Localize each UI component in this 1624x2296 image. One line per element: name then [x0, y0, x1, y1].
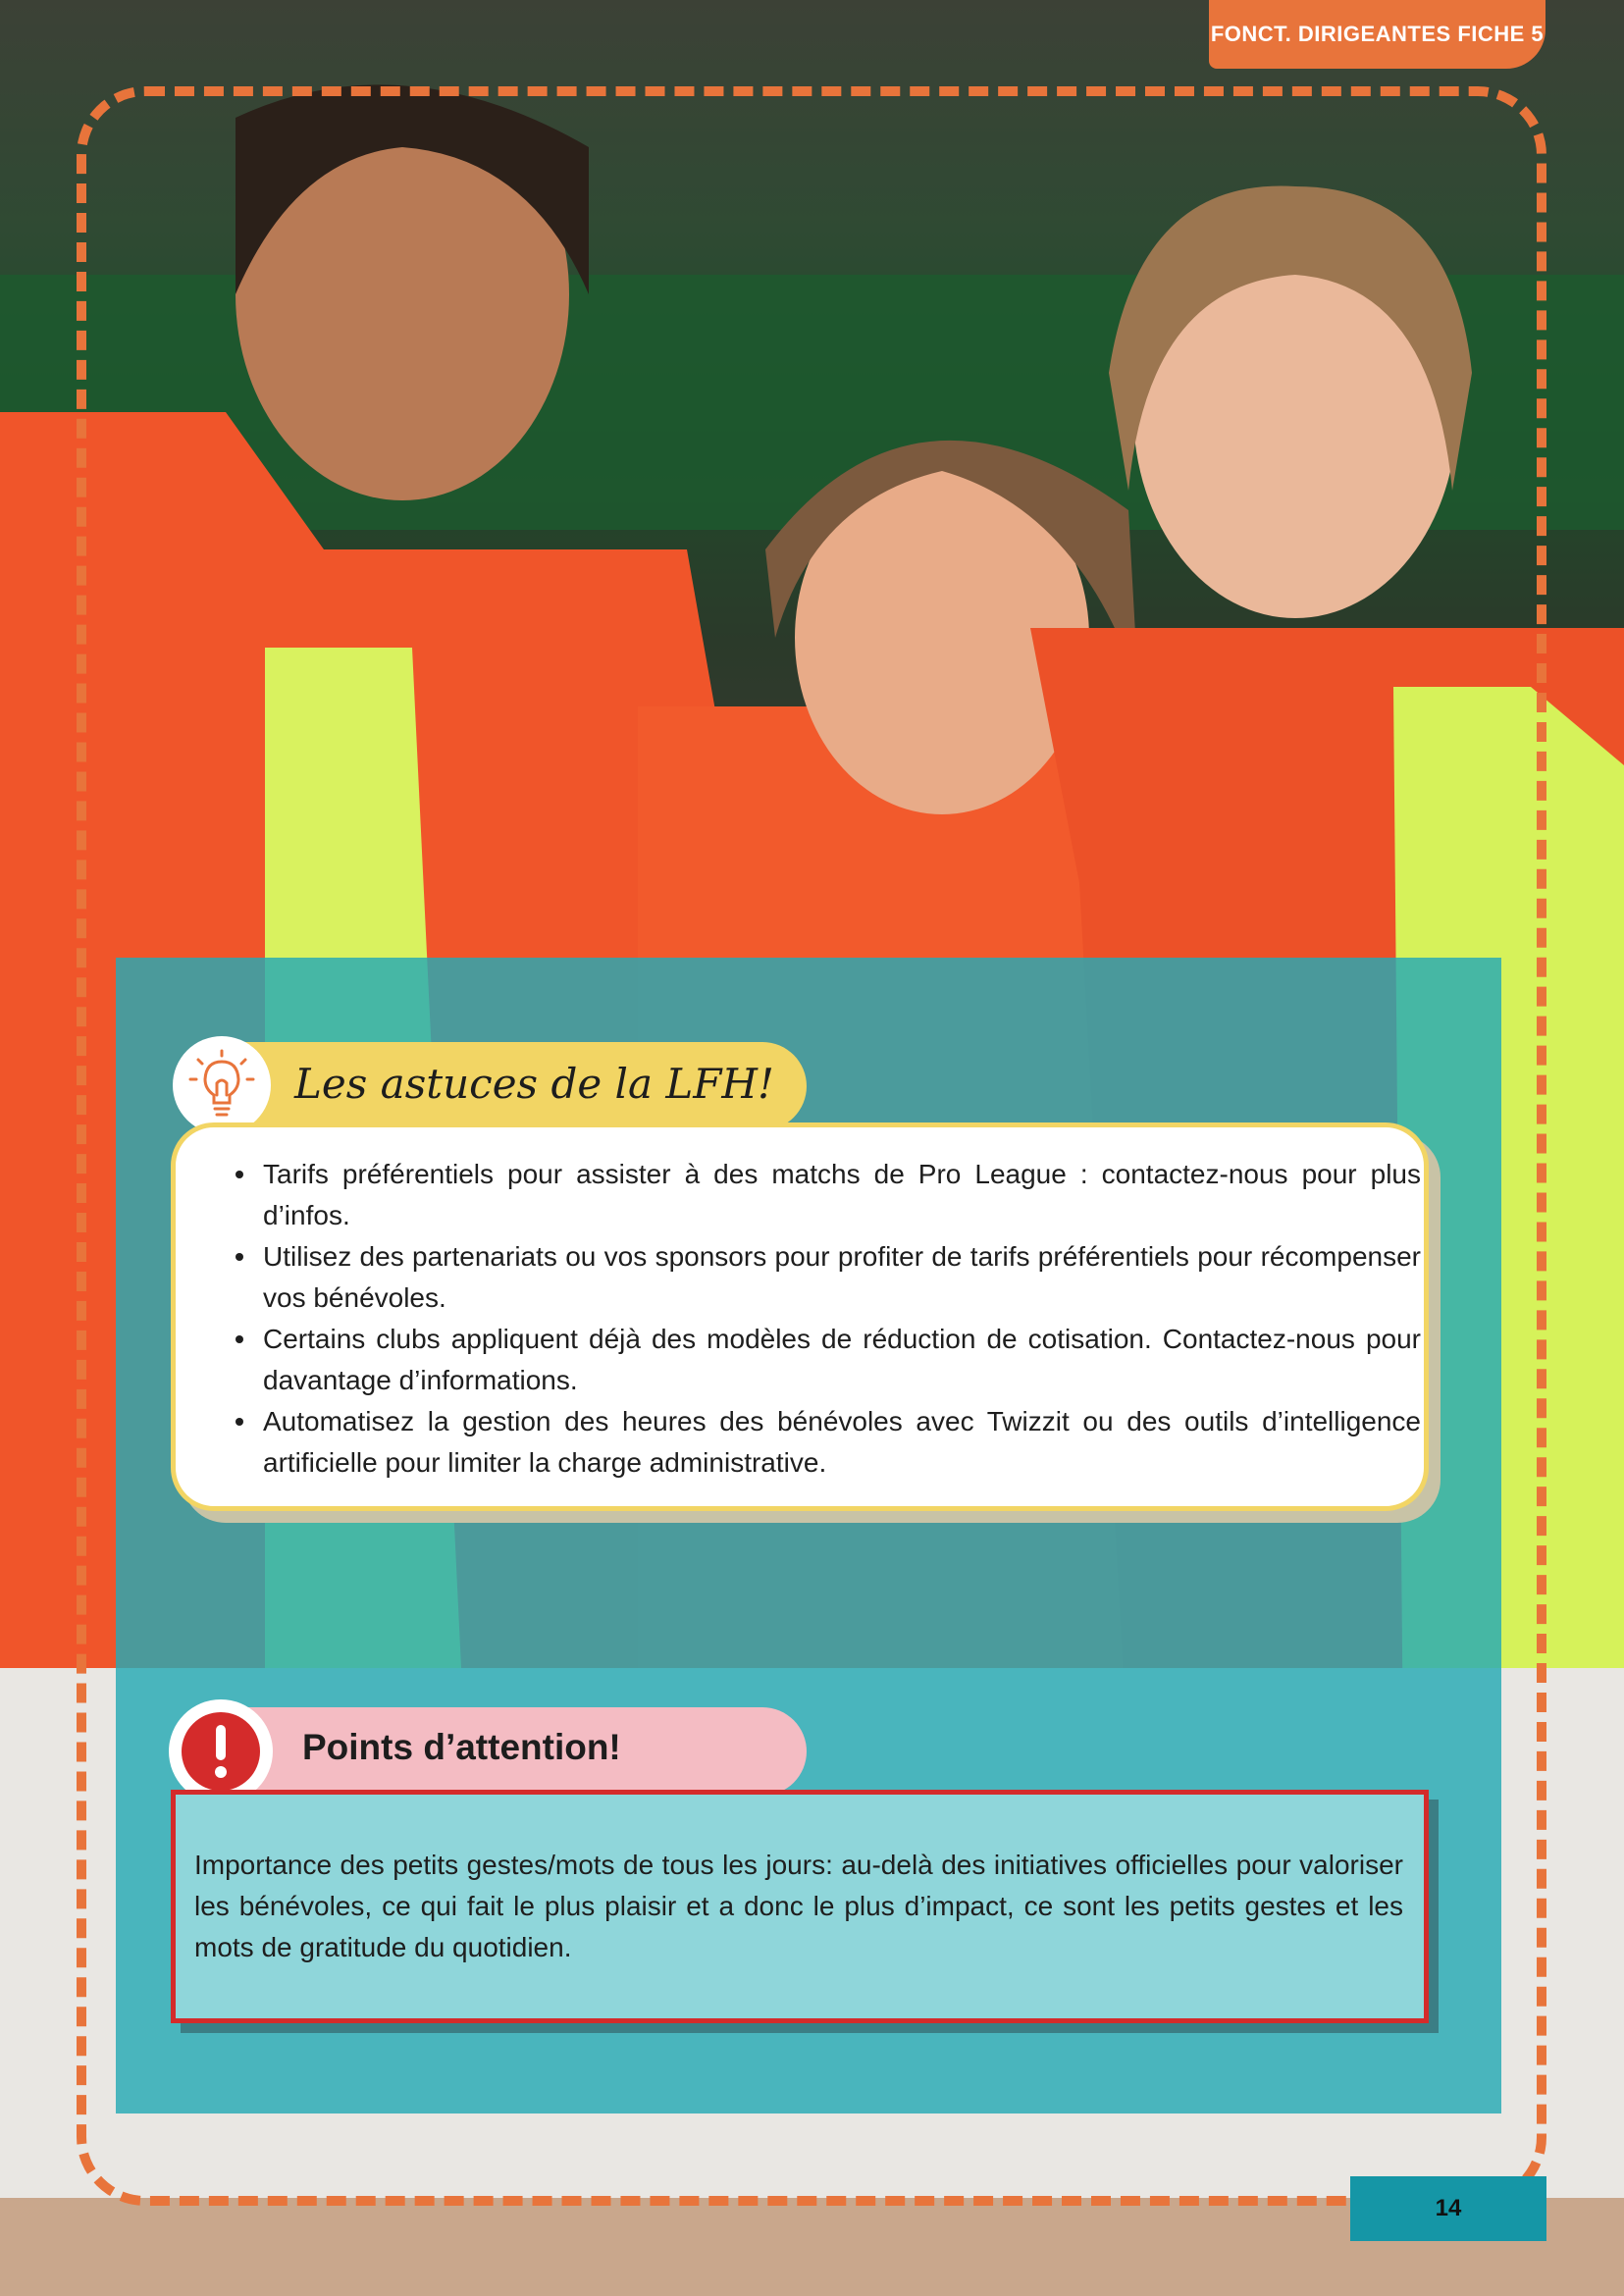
exclamation-icon	[169, 1699, 273, 1803]
list-item: Utilisez des partenariats ou vos sponsors pour profiter de tarifs préférentiels pour récompenser vos bénévoles.	[236, 1236, 1421, 1319]
lightbulb-icon	[173, 1036, 271, 1134]
warning-title: Points d’attention!	[302, 1727, 621, 1767]
exclamation-icon-svg	[179, 1709, 263, 1794]
tips-list	[236, 1154, 1421, 1484]
section-tag: FONCT. DIRIGEANTES FICHE 5	[1209, 0, 1545, 69]
tips-title: Les astuces de la LFH!	[294, 1060, 774, 1108]
page-number: 14	[1350, 2176, 1546, 2241]
warning-text: Importance des petits gestes/mots de tous les jours: au-delà des initiatives officielles pour valoriser les bénévoles, ce qui fait le plus plaisir et a donc le plus d’impact, ce sont les petits gestes et les mots de gratitude du quotidien.	[194, 1850, 1403, 1962]
list-item: Certains clubs appliquent déjà des modèles de réduction de cotisation. Contactez-nous pour davantage d’informations.	[236, 1319, 1421, 1401]
lightbulb-icon-svg	[184, 1048, 259, 1122]
list-item: Tarifs préférentiels pour assister à des matchs de Pro League : contactez-nous pour plus d’infos.	[236, 1154, 1421, 1236]
list-item: Automatisez la gestion des heures des bénévoles avec Twizzit ou des outils d’intelligence artificielle pour limiter la charge administrative.	[236, 1401, 1421, 1484]
